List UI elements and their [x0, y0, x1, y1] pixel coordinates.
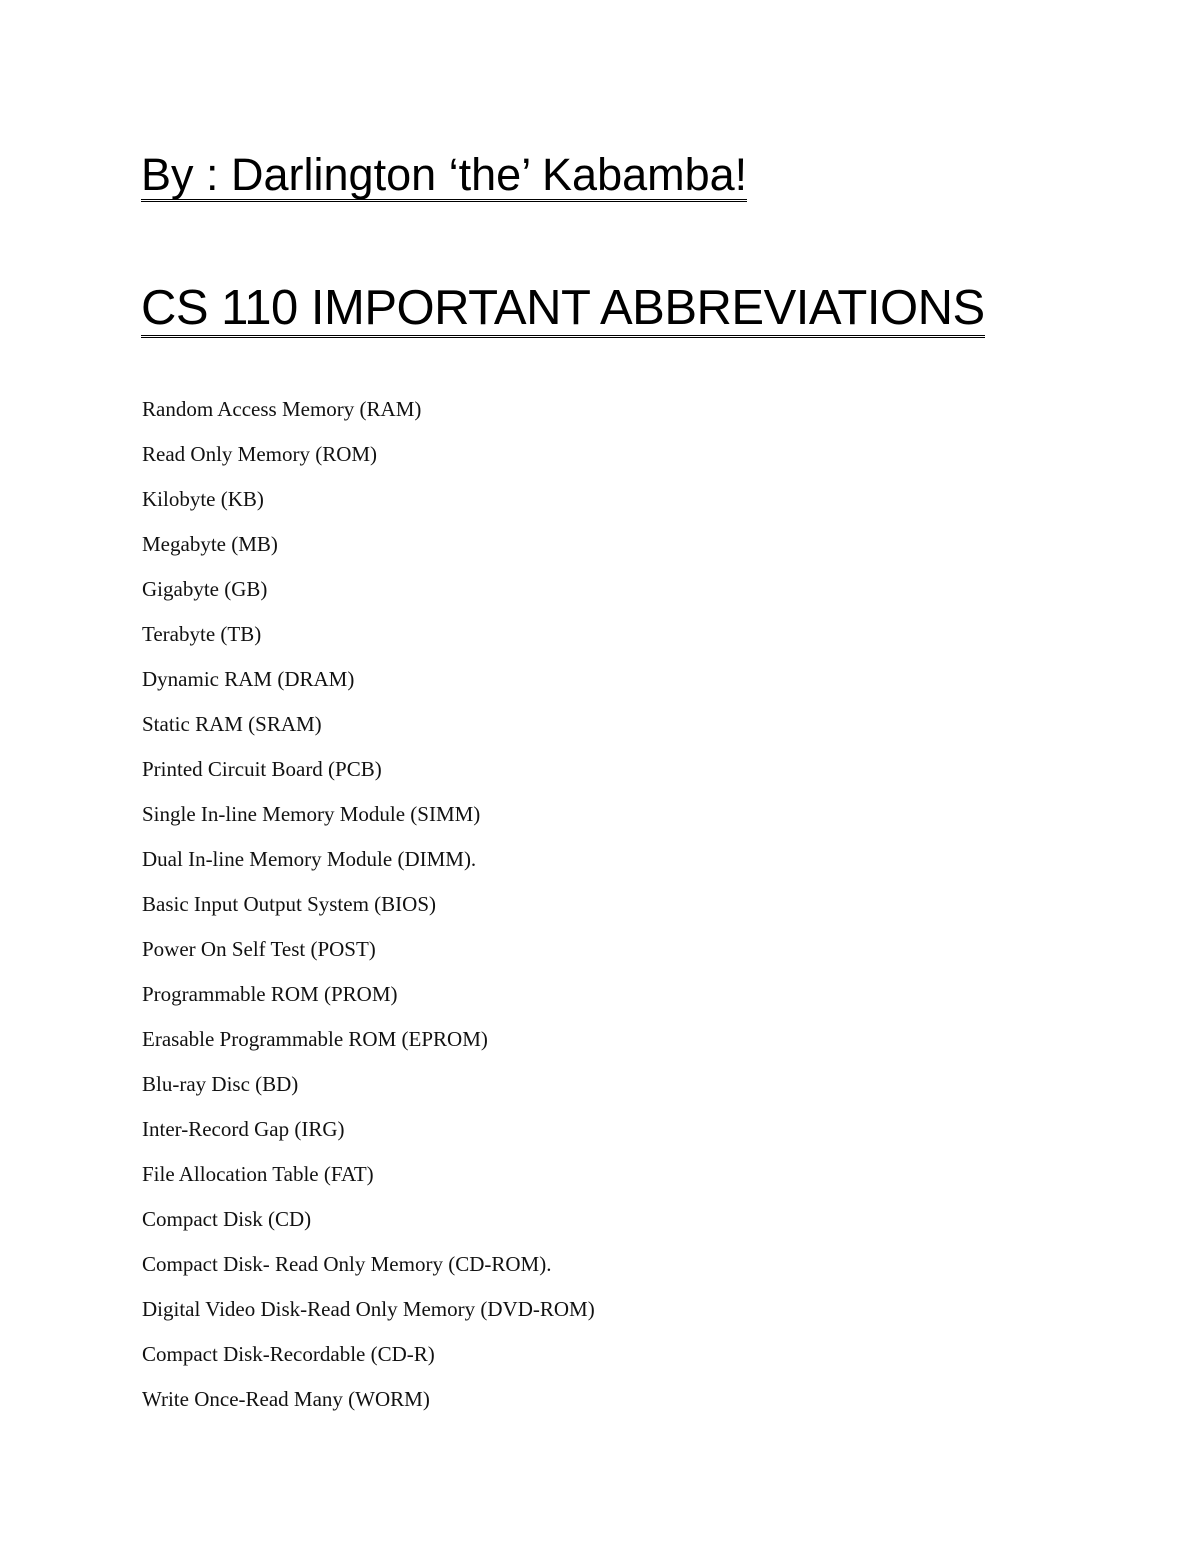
document-title-text: CS 110 IMPORTANT ABBREVIATIONS: [141, 284, 985, 338]
abbreviation-item: Digital Video Disk-Read Only Memory (DVD-ROM): [142, 1297, 595, 1321]
abbreviation-item: Programmable ROM (PROM): [142, 982, 398, 1006]
author-line-text: By : Darlington ‘the’ Kabamba!: [141, 149, 748, 200]
abbreviation-item: Printed Circuit Board (PCB): [142, 757, 382, 781]
abbreviation-item: Power On Self Test (POST): [142, 937, 376, 961]
abbreviation-item: Megabyte (MB): [142, 532, 278, 556]
abbreviation-list: [142, 387, 595, 1422]
abbreviation-item: Compact Disk (CD): [142, 1207, 312, 1231]
abbreviation-item: Compact Disk- Read Only Memory (CD-ROM).: [142, 1252, 552, 1276]
abbreviation-item: Basic Input Output System (BIOS): [142, 892, 436, 916]
abbreviation-item: Kilobyte (KB): [142, 487, 264, 511]
abbreviation-item: Compact Disk-Recordable (CD-R): [142, 1342, 435, 1366]
abbreviation-item: Gigabyte (GB): [142, 577, 268, 601]
abbreviation-item: File Allocation Table (FAT): [142, 1162, 374, 1186]
abbreviation-item: Inter-Record Gap (IRG): [142, 1117, 345, 1141]
abbreviation-item: Write Once-Read Many (WORM): [142, 1387, 430, 1411]
abbreviation-item: Blu-ray Disc (BD): [142, 1072, 299, 1096]
abbreviation-item: Read Only Memory (ROM): [142, 442, 378, 466]
abbreviation-item: Dynamic RAM (DRAM): [142, 667, 355, 691]
abbreviation-item: Random Access Memory (RAM): [142, 397, 422, 421]
document-title: [141, 281, 985, 338]
abbreviation-item: Terabyte (TB): [142, 622, 262, 646]
abbreviation-item: Single In-line Memory Module (SIMM): [142, 802, 481, 826]
abbreviation-item: Dual In-line Memory Module (DIMM).: [142, 847, 477, 871]
author-line: [141, 149, 748, 202]
abbreviation-item: Erasable Programmable ROM (EPROM): [142, 1027, 488, 1051]
abbreviation-item: Static RAM (SRAM): [142, 712, 322, 736]
